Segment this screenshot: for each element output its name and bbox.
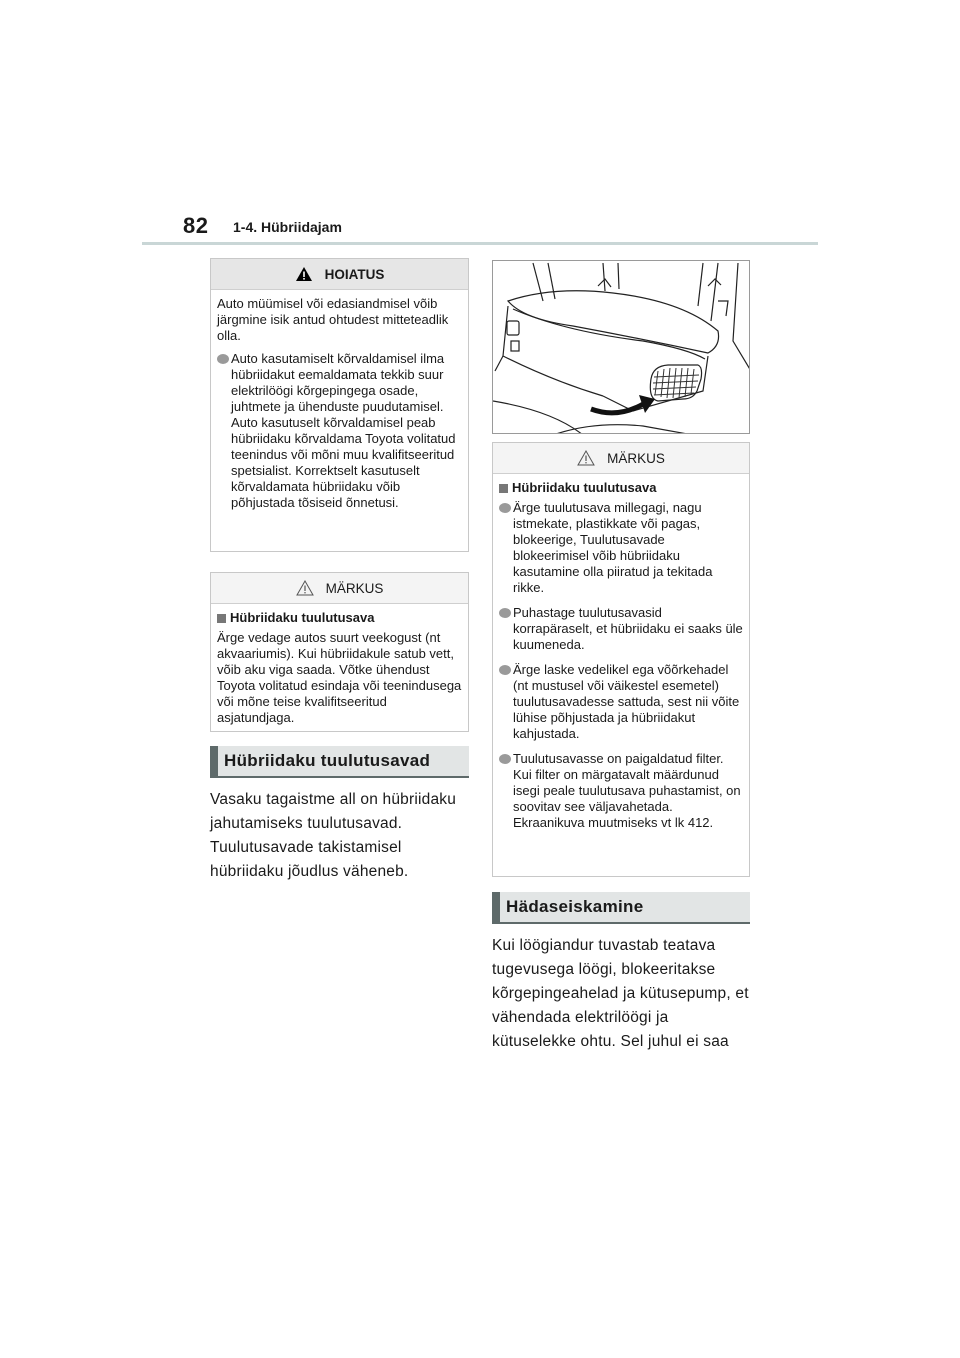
page-number: 82 bbox=[183, 213, 209, 238]
warning-body bbox=[211, 290, 468, 528]
notice-right-bullet bbox=[499, 605, 743, 653]
warning-title: HOIATUS bbox=[324, 266, 385, 282]
warning-box bbox=[210, 258, 469, 552]
caution-triangle-icon bbox=[577, 450, 595, 466]
notice-right-bullet bbox=[499, 500, 743, 596]
square-bullet-icon bbox=[217, 614, 226, 623]
notice-right-subheading bbox=[499, 480, 743, 496]
rear-seat-vent-drawing bbox=[493, 261, 750, 434]
notice-box-right bbox=[492, 442, 750, 877]
bullet-dot-icon bbox=[217, 354, 229, 364]
notice-left-title: MÄRKUS bbox=[325, 580, 384, 596]
section-heading-emergency bbox=[492, 892, 750, 924]
notice-right-subheading-text: Hübriidaku tuulutusava bbox=[512, 480, 657, 495]
warning-triangle-icon bbox=[295, 266, 313, 282]
section-heading-vents-text: Hübriidaku tuulutusavad bbox=[224, 751, 431, 770]
bullet-dot-icon bbox=[499, 503, 511, 513]
bullet-dot-icon bbox=[499, 608, 511, 618]
notice-box-left bbox=[210, 572, 469, 732]
warning-bullet bbox=[217, 351, 462, 511]
bullet-dot-icon bbox=[499, 754, 511, 764]
caution-triangle-icon bbox=[296, 580, 314, 596]
notice-left-subheading bbox=[217, 610, 462, 626]
warning-box-header bbox=[211, 259, 468, 290]
notice-left-body bbox=[211, 604, 468, 741]
notice-right-bullet bbox=[499, 751, 743, 831]
notice-right-bullet-text: Ärge tuulutusava millegagi, nagu istmekate, plastikkate või pagas, blokeerige, Tuulutusavade blokeerimisel võib hübriidaku kasutamine olla piiratud ja tekitada rikke. bbox=[513, 500, 713, 595]
section-title: 1-4. Hübriidajam bbox=[233, 219, 342, 235]
notice-left-subheading-text: Hübriidaku tuulutusava bbox=[230, 610, 375, 625]
notice-right-bullet-text: Puhastage tuulutusavasid korrapäraselt, et hübriidaku ei saaks üle kuumeneda. bbox=[513, 605, 743, 652]
notice-right-bullet-text: Ärge laske vedelikel ega võõrkehadel (nt mustusel või väikestel esemetel) tuulutusavadesse sattuda, sest nii võite lühise põhjustada ja hübriidakut kahjustada. bbox=[513, 662, 740, 741]
notice-left-header bbox=[211, 573, 468, 604]
section-emergency-paragraph: Kui löögiandur tuvastab teatava tugevusega löögi, blokeeritakse kõrgepingeahelad ja kütusepump, et vähendada elektrilöögi ja kütuselekke ohtu. Sel juhul ei saa bbox=[492, 937, 749, 1050]
square-bullet-icon bbox=[499, 484, 508, 493]
notice-right-bullet bbox=[499, 662, 743, 742]
section-vents-paragraph: Vasaku tagaistme all on hübriidaku jahutamiseks tuulutusavad. Tuulutusavade takistamisel hübriidaku jõudlus väheneb. bbox=[210, 791, 457, 880]
notice-right-title: MÄRKUS bbox=[607, 450, 665, 466]
warning-bullet-text: Auto kasutamiselt kõrvaldamisel ilma hübriidakut eemaldamata tekkib suur elektrilöögi kõrgepingega osade, juhtmete ja ühenduste puudutamisel. Auto kasutuselt kõrvaldamisel peab hübriidaku kõrvaldama Toyota volitatud teenindus või mõni muu kvalifitseeritud spetsialist. Korrektselt kasutuselt kõrvaldamata hübriidaku võib põhjustada tõsiseid õnnetusi. bbox=[231, 351, 456, 510]
notice-right-body bbox=[493, 474, 749, 848]
vent-location-illustration bbox=[492, 260, 750, 434]
section-heading-vents bbox=[210, 746, 469, 778]
section-heading-emergency-text: Hädaseiskamine bbox=[506, 897, 644, 916]
warning-intro: Auto müümisel või edasiandmisel võib järgmine isik antud ohtudest mitteteadlik olla. bbox=[217, 296, 449, 343]
notice-right-bullet-text: Tuulutusavasse on paigaldatud filter. Kui filter on märgatavalt määrdunud isegi peale tuulutusava puhastamist, on soovitav see väljavahetada. Ekraanikuva muutmiseks vt lk 412. bbox=[513, 751, 741, 830]
notice-left-text: Ärge vedage autos suurt veekogust (nt akvaariumis). Kui hübriidakule satub vett, võib aku viga saada. Võtke ühendust Toyota volitatud esindaja või teenindusega või mõne teise kvalifitseeritud asjatundjaga. bbox=[217, 630, 462, 725]
header-divider bbox=[142, 242, 818, 245]
bullet-dot-icon bbox=[499, 665, 511, 675]
notice-right-header bbox=[493, 443, 749, 474]
